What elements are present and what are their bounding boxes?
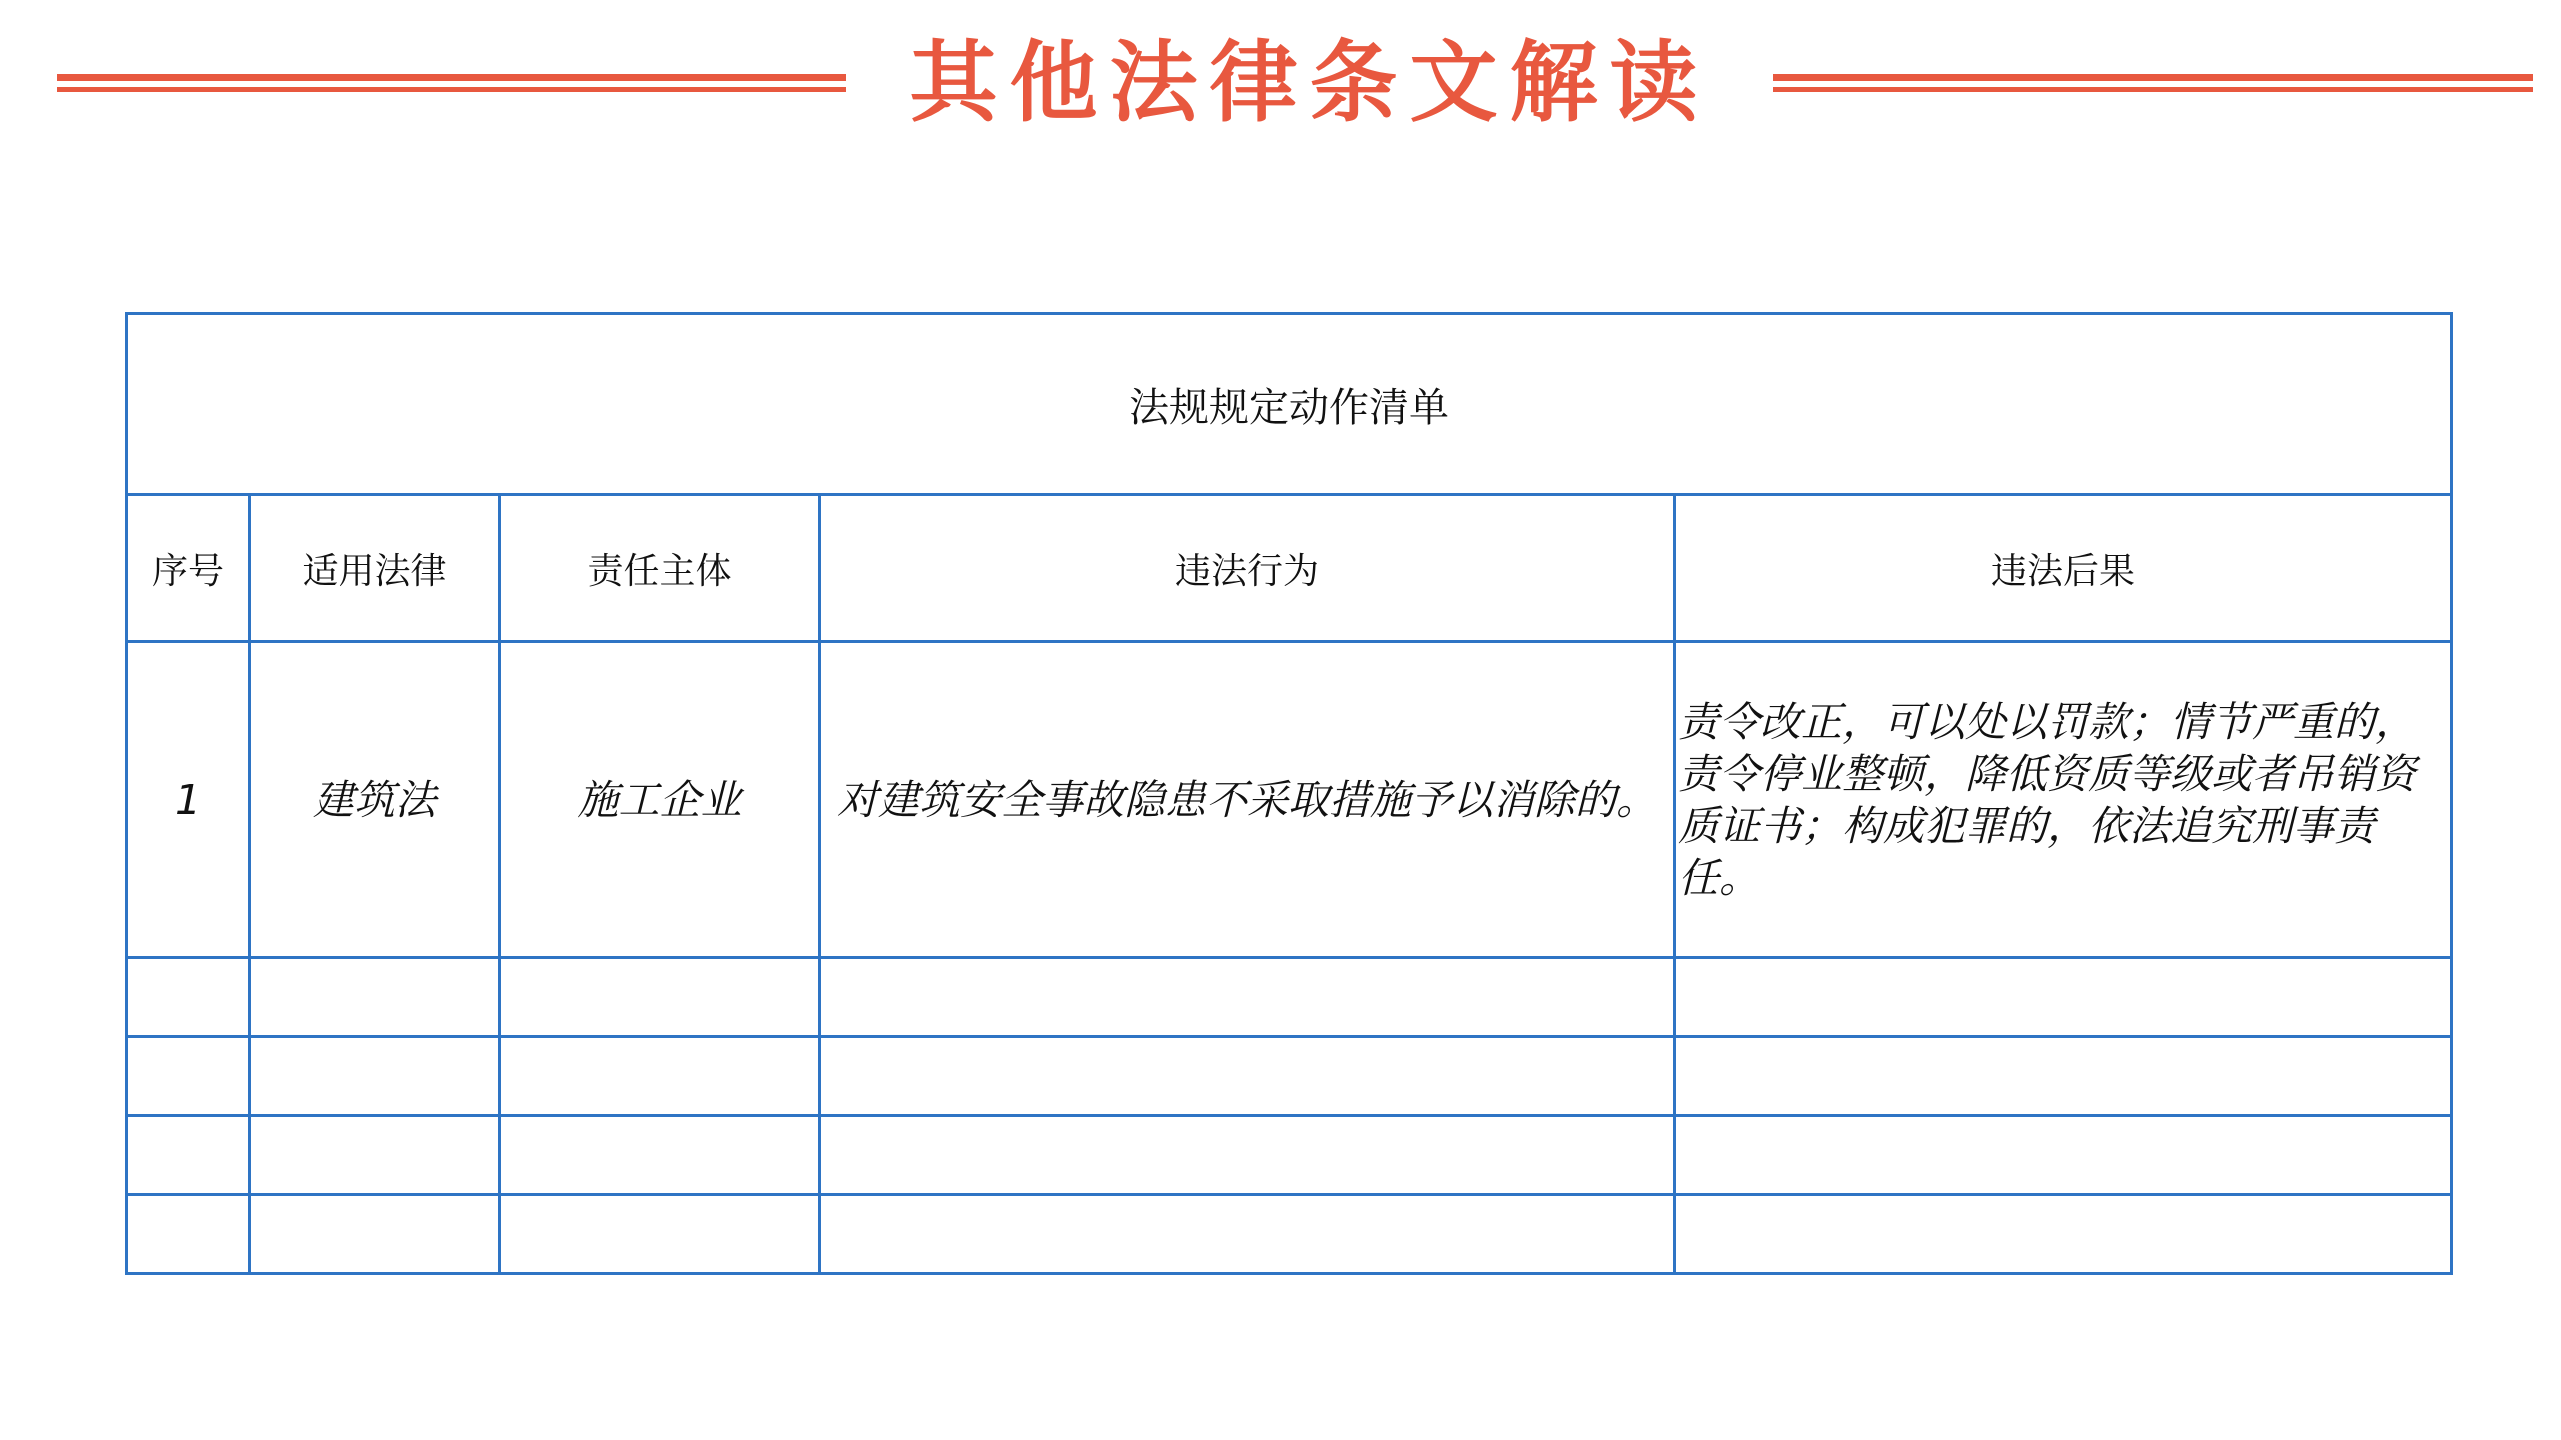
table-row <box>127 1195 2452 1274</box>
table-row <box>127 642 2452 958</box>
cell-violation <box>820 958 1675 1037</box>
cell-index <box>127 958 250 1037</box>
cell-consequence: 责令改正，可以处以罚款；情节严重的，责令停业整顿，降低资质等级或者吊销资质证书；构成犯罪的，依法追究刑事责任。 <box>1675 642 2452 958</box>
cell-consequence <box>1675 1037 2452 1116</box>
cell-law <box>250 1195 500 1274</box>
column-header-violation: 违法行为 <box>820 495 1675 642</box>
cell-responsible-party <box>500 1116 820 1195</box>
title-rule-left <box>57 74 846 92</box>
cell-violation: 对建筑安全事故隐患不采取措施予以消除的。 <box>820 642 1675 958</box>
cell-violation <box>820 1116 1675 1195</box>
cell-responsible-party: 施工企业 <box>500 642 820 958</box>
column-header-consequence: 违法后果 <box>1675 495 2452 642</box>
regulation-table <box>125 312 2453 1275</box>
cell-law <box>250 1116 500 1195</box>
table-caption-row <box>127 314 2452 495</box>
cell-responsible-party <box>500 1037 820 1116</box>
cell-responsible-party <box>500 1195 820 1274</box>
cell-violation <box>820 1195 1675 1274</box>
cell-index: 1 <box>127 642 250 958</box>
column-header-responsible-party: 责任主体 <box>500 495 820 642</box>
cell-consequence <box>1675 1195 2452 1274</box>
table-row <box>127 1037 2452 1116</box>
cell-violation <box>820 1037 1675 1116</box>
cell-index <box>127 1195 250 1274</box>
table-row <box>127 958 2452 1037</box>
cell-index <box>127 1116 250 1195</box>
table-row <box>127 1116 2452 1195</box>
table-header-row <box>127 495 2452 642</box>
table-caption: 法规规定动作清单 <box>127 314 2452 495</box>
cell-index <box>127 1037 250 1116</box>
cell-law: 建筑法 <box>250 642 500 958</box>
page-title: 其他法律条文解读 <box>909 31 1710 134</box>
cell-law <box>250 1037 500 1116</box>
cell-responsible-party <box>500 958 820 1037</box>
column-header-index: 序号 <box>127 495 250 642</box>
cell-law <box>250 958 500 1037</box>
cell-consequence <box>1675 1116 2452 1195</box>
title-rule-right <box>1773 74 2533 92</box>
column-header-law: 适用法律 <box>250 495 500 642</box>
cell-consequence <box>1675 958 2452 1037</box>
